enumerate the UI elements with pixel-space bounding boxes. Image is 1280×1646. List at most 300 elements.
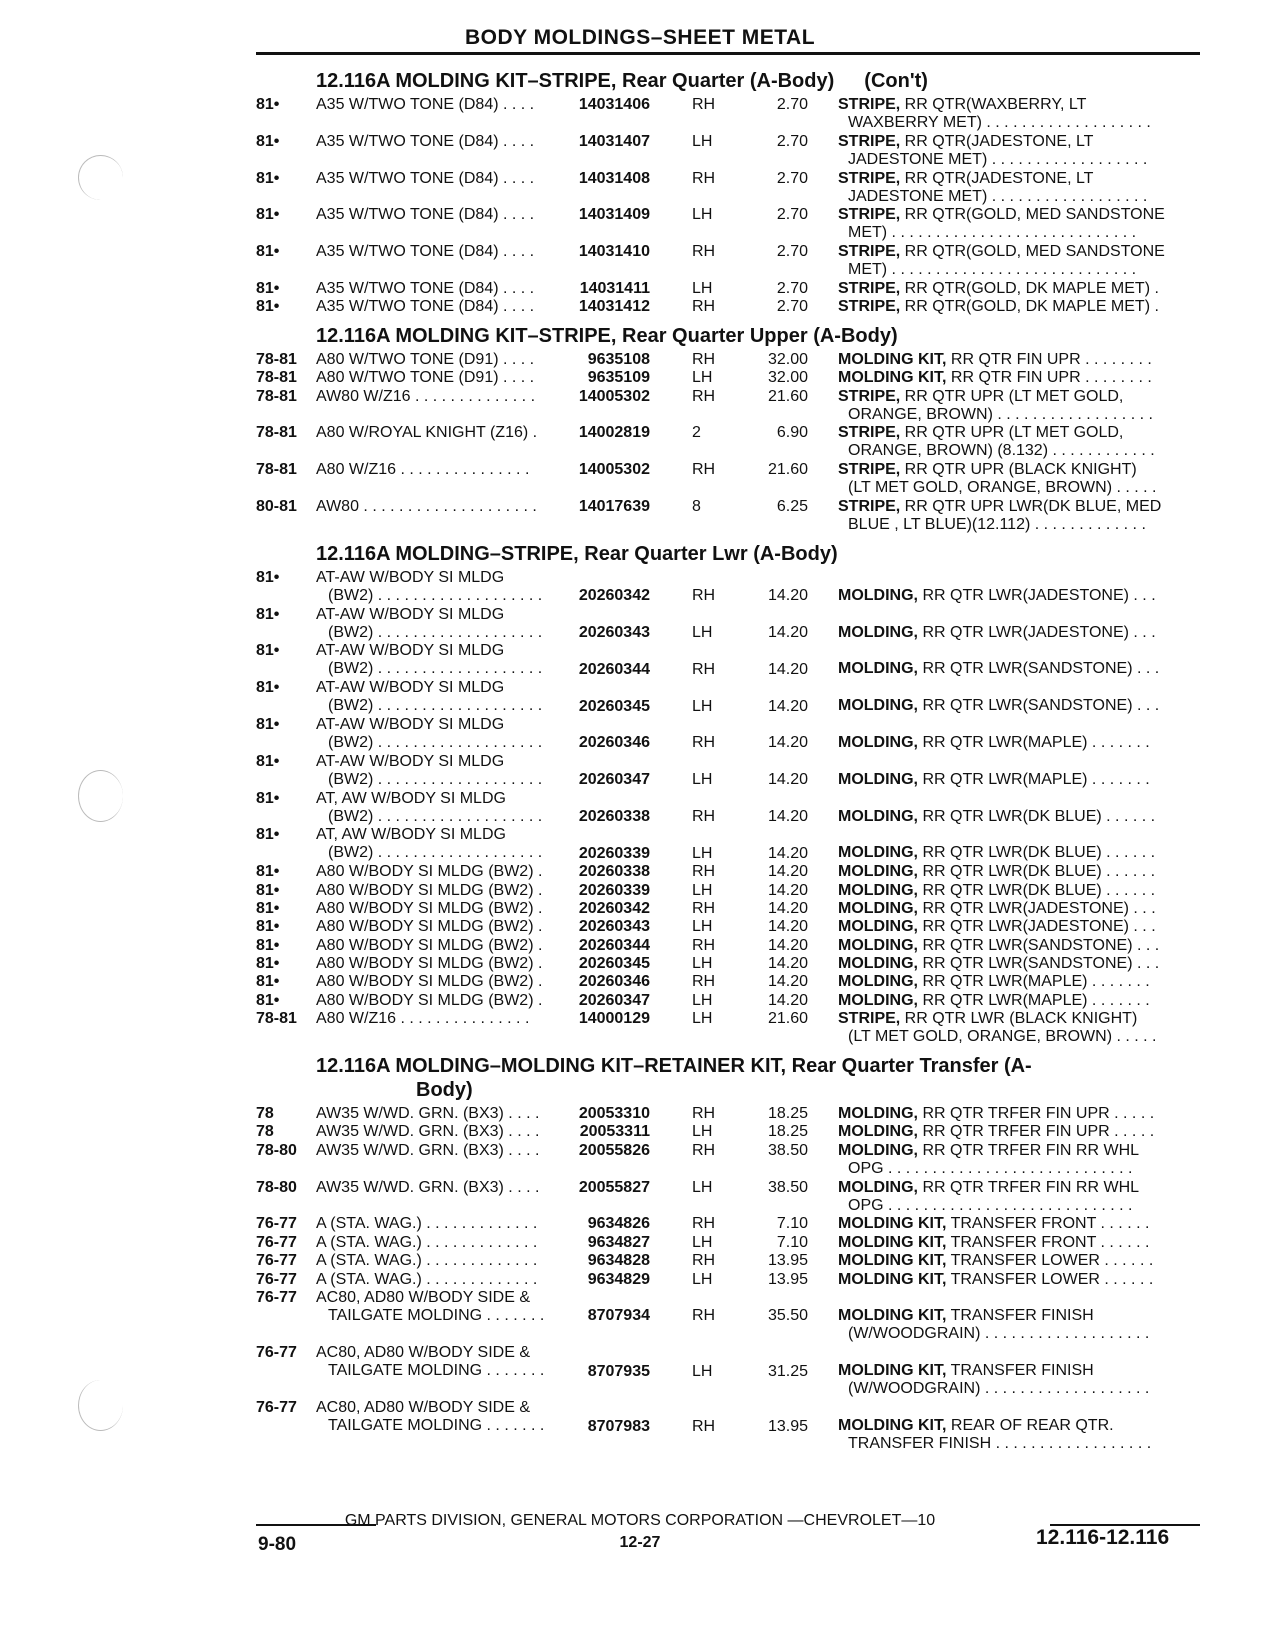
description-text: RR QTR(GOLD, DK MAPLE MET) . — [900, 298, 1159, 316]
description-text: ORANGE, BROWN) (8.132) . . . . . . . . . . . . — [848, 442, 1155, 460]
application-line: AT, AW W/BODY SI MLDG — [316, 826, 506, 844]
part-row — [256, 1252, 1200, 1270]
description-keyword: MOLDING, — [838, 863, 918, 881]
price: 32.00 — [767, 350, 808, 368]
description-text: RR QTR LWR(DK BLUE) . . . . . . — [918, 844, 1156, 862]
description-line — [838, 624, 1200, 642]
description-line — [838, 808, 1200, 826]
description — [838, 369, 1200, 387]
description — [838, 1344, 1200, 1398]
description-line — [838, 679, 1200, 697]
side-or-qty: LH — [692, 955, 713, 973]
description — [838, 826, 1200, 862]
side-or-qty: 8 — [692, 497, 701, 515]
model-years: 81• — [256, 973, 280, 991]
description-keyword: STRIPE, — [838, 387, 901, 405]
description-keyword: MOLDING, — [838, 936, 918, 954]
application — [316, 679, 578, 715]
part-number: 14031407 — [578, 132, 650, 150]
description-text: RR QTR LWR(MAPLE) . . . . . . . — [918, 991, 1150, 1009]
model-years: 81• — [256, 991, 280, 1009]
application — [316, 1344, 578, 1380]
description — [838, 937, 1200, 955]
price: 14.20 — [767, 771, 808, 789]
description-line — [838, 973, 1200, 991]
application-line: A80 W/Z16 . . . . . . . . . . . . . . . — [316, 1010, 530, 1028]
model-years: 76-77 — [256, 1252, 297, 1270]
description-keyword: MOLDING, — [838, 973, 918, 991]
description-keyword: STRIPE, — [838, 298, 901, 316]
side-or-qty: RH — [692, 587, 716, 605]
part-number: 20260347 — [578, 771, 650, 789]
model-years: 81• — [256, 568, 280, 586]
description-keyword: MOLDING KIT, — [838, 350, 947, 368]
model-years: 81• — [256, 918, 280, 936]
description-keyword: MOLDING, — [838, 991, 918, 1009]
description-text: RR QTR LWR(SANDSTONE) . . . — [918, 955, 1160, 973]
description — [838, 280, 1200, 298]
part-row — [256, 498, 1200, 535]
application-line: AT-AW W/BODY SI MLDG — [316, 568, 505, 586]
application — [316, 1399, 578, 1435]
section-subheading: Rear Quarter Transfer (A- — [791, 1055, 1032, 1078]
description — [838, 1179, 1200, 1215]
part-number: 14002819 — [578, 424, 650, 442]
application — [316, 1123, 578, 1141]
description-keyword: MOLDING, — [838, 1105, 918, 1123]
price: 14.20 — [767, 955, 808, 973]
application — [316, 716, 578, 752]
part-number: 20260339 — [578, 881, 650, 899]
side-or-qty: LH — [692, 844, 713, 862]
description — [838, 96, 1200, 132]
part-number: 20260342 — [578, 587, 650, 605]
description-keyword: STRIPE, — [838, 169, 901, 187]
part-number: 20260342 — [578, 899, 650, 917]
description — [838, 1123, 1200, 1141]
model-years: 81• — [256, 206, 280, 224]
application-line: A35 W/TWO TONE (D84) . . . . — [316, 243, 535, 261]
application — [316, 955, 578, 973]
model-years: 78-81 — [256, 424, 297, 442]
side-or-qty: RH — [692, 298, 716, 316]
side-or-qty: RH — [692, 1105, 716, 1123]
application — [316, 1142, 578, 1160]
application — [316, 1179, 578, 1197]
part-number: 14031411 — [579, 279, 650, 297]
part-number: 9634829 — [587, 1270, 650, 1288]
application-line: AW35 W/WD. GRN. (BX3) . . . . — [316, 1141, 540, 1159]
description-keyword: MOLDING KIT, — [838, 1270, 947, 1288]
price: 14.20 — [767, 863, 808, 881]
application-line: AW35 W/WD. GRN. (BX3) . . . . — [316, 1105, 540, 1123]
part-row — [256, 606, 1200, 643]
price: 21.60 — [767, 461, 808, 479]
description-text: RR QTR LWR (BLACK KNIGHT) — [900, 1010, 1138, 1028]
model-years: 81• — [256, 936, 280, 954]
section-title — [256, 1054, 1200, 1102]
description — [838, 1234, 1200, 1252]
description-line — [838, 1234, 1200, 1252]
price: 2.70 — [776, 132, 808, 150]
part-number: 8707935 — [587, 1362, 650, 1380]
model-years: 78-81 — [256, 350, 297, 368]
description — [838, 753, 1200, 789]
part-number: 14031412 — [578, 298, 650, 316]
part-number: 8707983 — [587, 1417, 650, 1435]
model-years: 78-81 — [256, 369, 297, 387]
description-line — [838, 351, 1200, 369]
model-years: 78 — [256, 1123, 274, 1141]
application-line: (BW2) . . . . . . . . . . . . . . . . . . . — [328, 807, 543, 825]
price: 2.70 — [776, 243, 808, 261]
description-text: RR QTR(GOLD, MED SANDSTONE — [900, 206, 1165, 224]
part-number: 20260345 — [578, 955, 650, 973]
part-number: 20260339 — [578, 844, 650, 862]
application — [316, 133, 578, 151]
part-row — [256, 882, 1200, 900]
description-line — [838, 243, 1200, 261]
description — [838, 1010, 1200, 1046]
description-keyword: MOLDING KIT, — [838, 1215, 947, 1233]
description-text: RR QTR TRFER FIN RR WHL — [918, 1141, 1140, 1159]
description-line — [838, 771, 1200, 789]
description-line — [838, 114, 1200, 132]
description-text: TRANSFER FINISH — [946, 1362, 1094, 1380]
price: 18.25 — [767, 1105, 808, 1123]
side-or-qty: LH — [692, 369, 713, 387]
application — [316, 1215, 578, 1233]
model-years: 80-81 — [256, 497, 297, 515]
description — [838, 863, 1200, 881]
description-text: RR QTR LWR(DK BLUE) . . . . . . — [918, 881, 1156, 899]
part-number: 20260344 — [578, 936, 650, 954]
price: 14.20 — [767, 623, 808, 641]
side-or-qty: RH — [692, 1417, 716, 1435]
part-row — [256, 642, 1200, 679]
section-subheading-cont: Body) — [416, 1079, 473, 1102]
part-row — [256, 133, 1200, 170]
description-text: (W/WOODGRAIN) . . . . . . . . . . . . . . . . . . . — [848, 1324, 1150, 1342]
part-row — [256, 1010, 1200, 1047]
application-line: AC80, AD80 W/BODY SIDE & — [316, 1288, 531, 1306]
description-text: TRANSFER FRONT . . . . . . — [946, 1233, 1150, 1251]
description — [838, 642, 1200, 678]
side-or-qty: LH — [692, 1178, 713, 1196]
description-line — [838, 1362, 1200, 1380]
part-number: 20260338 — [578, 807, 650, 825]
part-row — [256, 1344, 1200, 1399]
description-line — [838, 1399, 1200, 1417]
part-row — [256, 918, 1200, 936]
part-number: 20055826 — [578, 1141, 650, 1159]
model-years: 76-77 — [256, 1399, 297, 1417]
side-or-qty: LH — [692, 881, 713, 899]
part-row — [256, 753, 1200, 790]
section-title — [256, 324, 1200, 348]
part-number: 9635109 — [587, 369, 650, 387]
application-line: A80 W/ROYAL KNIGHT (Z16) . — [316, 424, 538, 442]
application-line: AT-AW W/BODY SI MLDG — [316, 605, 505, 623]
description-line — [838, 461, 1200, 479]
side-or-qty: RH — [692, 899, 716, 917]
description-text: TRANSFER LOWER . . . . . . — [946, 1270, 1154, 1288]
description-line — [838, 424, 1200, 442]
application — [316, 790, 578, 826]
application — [316, 918, 578, 936]
part-row — [256, 716, 1200, 753]
model-years: 81• — [256, 605, 280, 623]
price: 14.20 — [767, 899, 808, 917]
description-keyword: MOLDING, — [838, 623, 918, 641]
model-years: 78-80 — [256, 1141, 297, 1159]
model-years: 81• — [256, 169, 280, 187]
side-or-qty: LH — [692, 1010, 713, 1028]
footer-section-range: 12.116-12.116 — [1036, 1526, 1170, 1549]
description-text: RR QTR LWR(DK BLUE) . . . . . . — [918, 863, 1156, 881]
price: 14.20 — [767, 844, 808, 862]
part-number: 8707934 — [587, 1307, 650, 1325]
section-heading: 12.116A MOLDING KIT–STRIPE, — [316, 70, 617, 92]
description-keyword: MOLDING, — [838, 733, 918, 751]
application — [316, 882, 578, 900]
description-text: (LT MET GOLD, ORANGE, BROWN) . . . . . — [848, 479, 1157, 497]
description-keyword: MOLDING, — [838, 918, 918, 936]
description-keyword: MOLDING, — [838, 844, 918, 862]
part-number: 20053311 — [579, 1123, 650, 1141]
description-keyword: MOLDING KIT, — [838, 369, 947, 387]
application — [316, 498, 578, 516]
application-line: A80 W/BODY SI MLDG (BW2) . — [316, 991, 543, 1009]
description-keyword: STRIPE, — [838, 243, 901, 261]
price: 14.20 — [767, 936, 808, 954]
description — [838, 716, 1200, 752]
application-line: AT-AW W/BODY SI MLDG — [316, 752, 505, 770]
description — [838, 569, 1200, 605]
application-line: A (STA. WAG.) . . . . . . . . . . . . . — [316, 1252, 538, 1270]
application — [316, 863, 578, 881]
description-text: RR QTR(WAXBERRY, LT — [900, 96, 1087, 113]
side-or-qty: RH — [692, 350, 716, 368]
part-number: 14031406 — [578, 96, 650, 113]
description — [838, 679, 1200, 715]
price: 2.70 — [776, 298, 808, 316]
description-line — [838, 1344, 1200, 1362]
part-number: 20260345 — [578, 697, 650, 715]
description-text: ORANGE, BROWN) . . . . . . . . . . . . . . . . . . — [848, 405, 1153, 423]
hole-punch-mark — [78, 770, 123, 822]
side-or-qty: LH — [692, 279, 713, 297]
description-text: RR QTR LWR(SANDSTONE) . . . — [918, 660, 1160, 678]
part-row — [256, 388, 1200, 425]
description-line — [838, 298, 1200, 316]
price: 2.70 — [776, 206, 808, 224]
part-row — [256, 170, 1200, 207]
price: 6.25 — [776, 497, 808, 515]
description-line — [838, 1435, 1200, 1453]
application-line: AT-AW W/BODY SI MLDG — [316, 715, 505, 733]
description-line — [838, 498, 1200, 516]
model-years: 81• — [256, 863, 280, 881]
model-years: 78-80 — [256, 1178, 297, 1196]
application — [316, 206, 578, 224]
description-line — [838, 224, 1200, 242]
description-text: TRANSFER FRONT . . . . . . — [946, 1215, 1150, 1233]
description — [838, 1289, 1200, 1343]
section-heading: 12.116A MOLDING–STRIPE, — [316, 542, 579, 565]
description-keyword: STRIPE, — [838, 132, 901, 150]
parts-listing — [256, 66, 1200, 1459]
description-line — [838, 96, 1200, 114]
part-row — [256, 1123, 1200, 1141]
part-number: 20260344 — [578, 660, 650, 678]
part-row — [256, 992, 1200, 1010]
price: 2.70 — [776, 169, 808, 187]
model-years: 81• — [256, 96, 280, 113]
description-text: RR QTR UPR LWR(DK BLUE, MED — [900, 497, 1162, 515]
description-line — [838, 280, 1200, 298]
side-or-qty: RH — [692, 243, 716, 261]
application — [316, 900, 578, 918]
application — [316, 1289, 578, 1325]
model-years: 81• — [256, 298, 280, 316]
description — [838, 973, 1200, 991]
side-or-qty: RH — [692, 734, 716, 752]
application — [316, 351, 578, 369]
description-text: RR QTR LWR(SANDSTONE) . . . — [918, 936, 1160, 954]
description — [838, 1271, 1200, 1289]
side-or-qty: LH — [692, 991, 713, 1009]
price: 14.20 — [767, 991, 808, 1009]
description-keyword: MOLDING, — [838, 955, 918, 973]
description-line — [838, 697, 1200, 715]
application-line: (BW2) . . . . . . . . . . . . . . . . . . . — [328, 770, 543, 788]
description-text: RR QTR LWR(SANDSTONE) . . . — [918, 697, 1160, 715]
description-line — [838, 790, 1200, 808]
description-keyword: MOLDING KIT, — [838, 1233, 947, 1251]
model-years: 76-77 — [256, 1270, 297, 1288]
part-number: 20260338 — [578, 863, 650, 881]
description-line — [838, 882, 1200, 900]
description-line — [838, 753, 1200, 771]
description-line — [838, 1215, 1200, 1233]
side-or-qty: RH — [692, 660, 716, 678]
description-text: BLUE , LT BLUE)(12.112) . . . . . . . . . . . . . — [848, 515, 1146, 533]
hole-punch-mark — [78, 1380, 123, 1431]
side-or-qty: RH — [692, 807, 716, 825]
application — [316, 826, 578, 862]
description-line — [838, 863, 1200, 881]
description-keyword: MOLDING, — [838, 660, 918, 678]
description-line — [838, 188, 1200, 206]
part-row — [256, 569, 1200, 606]
part-row — [256, 280, 1200, 298]
application-line: A35 W/TWO TONE (D84) . . . . — [316, 169, 535, 187]
description-line — [838, 1179, 1200, 1197]
application — [316, 388, 578, 406]
side-or-qty: LH — [692, 132, 713, 150]
description-text: RR QTR UPR (LT MET GOLD, — [900, 424, 1124, 442]
side-or-qty: RH — [692, 461, 716, 479]
section-heading: 12.116A MOLDING KIT–STRIPE, — [316, 324, 617, 347]
model-years: 81• — [256, 752, 280, 770]
model-years: 81• — [256, 789, 280, 807]
footer-publisher: GM PARTS DIVISION, GENERAL MOTORS CORPORATION —CHEVROLET—10 — [344, 1512, 936, 1529]
part-number: 14005302 — [578, 387, 650, 405]
side-or-qty: RH — [692, 387, 716, 405]
price: 2.70 — [776, 279, 808, 297]
application-line: AC80, AD80 W/BODY SIDE & — [316, 1399, 531, 1417]
section-subheading: Rear Quarter Upper (A-Body) — [622, 324, 898, 347]
description-line — [838, 1307, 1200, 1325]
side-or-qty: LH — [692, 623, 713, 641]
description-text: RR QTR(JADESTONE, LT — [900, 132, 1094, 150]
description-line — [838, 170, 1200, 188]
model-years: 76-77 — [256, 1288, 297, 1306]
model-years: 81• — [256, 279, 280, 297]
section-subheading: Rear Quarter (A-Body) — [622, 70, 835, 92]
application-line: A35 W/TWO TONE (D84) . . . . — [316, 96, 535, 113]
description-line — [838, 1123, 1200, 1141]
description-line — [838, 992, 1200, 1010]
part-number: 9635108 — [587, 350, 650, 368]
application-line: AW35 W/WD. GRN. (BX3) . . . . — [316, 1123, 540, 1141]
model-years: 81• — [256, 899, 280, 917]
description-keyword: STRIPE, — [838, 96, 901, 113]
application — [316, 973, 578, 991]
side-or-qty: LH — [692, 1123, 713, 1141]
description-line — [838, 606, 1200, 624]
part-row — [256, 96, 1200, 133]
application-line: A80 W/BODY SI MLDG (BW2) . — [316, 936, 543, 954]
description-line — [838, 642, 1200, 660]
application — [316, 1271, 578, 1289]
price: 13.95 — [767, 1252, 808, 1270]
description-text: RR QTR LWR(JADESTONE) . . . — [918, 586, 1156, 604]
description-text: RR QTR LWR(JADESTONE) . . . — [918, 899, 1156, 917]
description-line — [838, 1197, 1200, 1215]
part-row — [256, 424, 1200, 461]
description-keyword: MOLDING, — [838, 1123, 918, 1141]
side-or-qty: LH — [692, 206, 713, 224]
model-years: 81• — [256, 132, 280, 150]
price: 38.50 — [767, 1178, 808, 1196]
price: 2.70 — [776, 96, 808, 113]
description-line — [838, 1325, 1200, 1343]
section-subheading: Rear Quarter Lwr (A-Body) — [584, 542, 838, 565]
part-row — [256, 1234, 1200, 1252]
description-line — [838, 937, 1200, 955]
description-keyword: MOLDING, — [838, 881, 918, 899]
description-keyword: MOLDING, — [838, 697, 918, 715]
model-years: 81• — [256, 243, 280, 261]
application-line: AW80 W/Z16 . . . . . . . . . . . . . . — [316, 387, 536, 405]
description-text: RR QTR(JADESTONE, LT — [900, 169, 1094, 187]
price: 14.20 — [767, 660, 808, 678]
application-line: A80 W/BODY SI MLDG (BW2) . — [316, 881, 543, 899]
description-keyword: MOLDING, — [838, 586, 918, 604]
application — [316, 461, 578, 479]
description-text: WAXBERRY MET) . . . . . . . . . . . . . . . . . . . — [848, 114, 1151, 131]
price: 13.95 — [767, 1270, 808, 1288]
price: 35.50 — [767, 1307, 808, 1325]
application — [316, 369, 578, 387]
price: 31.25 — [767, 1362, 808, 1380]
side-or-qty: LH — [692, 771, 713, 789]
description-line — [838, 406, 1200, 424]
description — [838, 133, 1200, 169]
application-line: AC80, AD80 W/BODY SIDE & — [316, 1344, 531, 1362]
